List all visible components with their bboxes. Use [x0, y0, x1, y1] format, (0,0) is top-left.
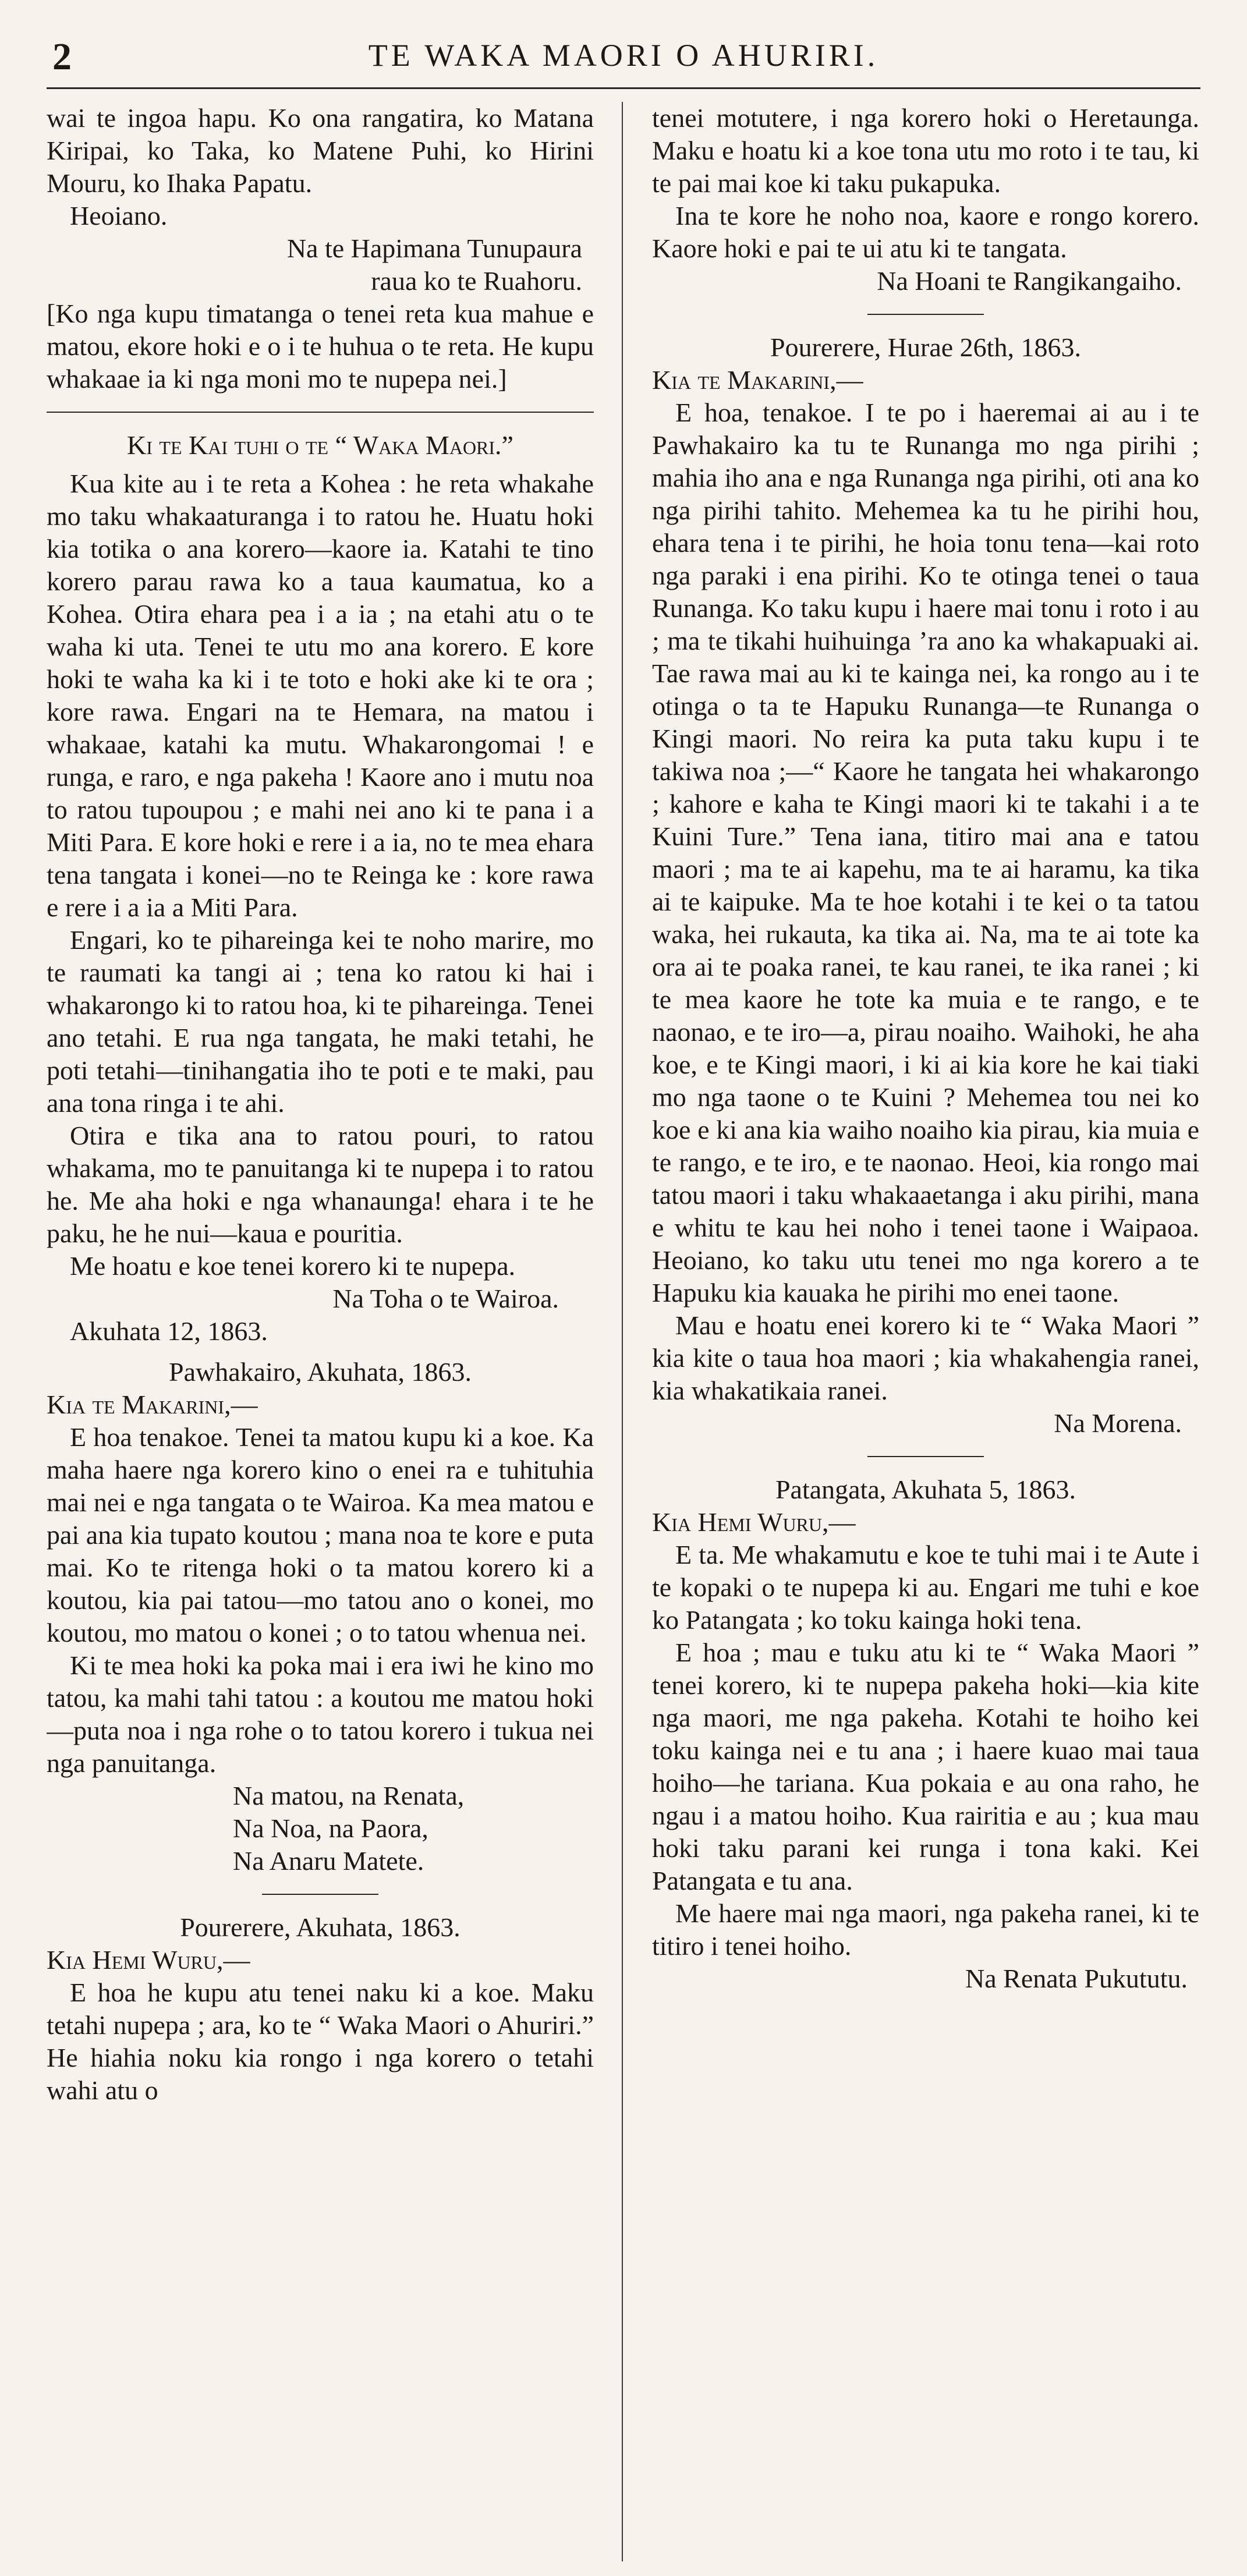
salutation: Kia Hemi Wuru,—	[47, 1945, 250, 1975]
salutation: Kia te Makarini,—	[47, 1390, 258, 1419]
column-divider	[622, 102, 623, 2561]
closing-word: Heoiano.	[70, 201, 168, 231]
paragraph: E hoa he kupu atu tenei naku ki a koe. Maku tetahi nupepa ; ara, ko te “ Waka Maori o Ahuriri.” He hiahia noku kia rongo i nga korero o tetahi wahi atu o	[47, 1978, 594, 2105]
paragraph: E ta. Me whakamutu e koe te tuhi mai i te Aute i te kopaki o te nupepa ki au. Engari me tuhi e koe ko Patangata ; ko toku kainga hoki tena.	[652, 1540, 1199, 1635]
signature: Na te Hapimana Tunupaura	[286, 233, 582, 263]
right-column	[652, 102, 1199, 2561]
paragraph: wai te ingoa hapu. Ko ona rangatira, ko Matana Kiripai, ko Taka, ko Matene Puhi, ko Hirini Mouru, ko Ihaka Papatu.	[47, 103, 594, 198]
page-number: 2	[52, 36, 72, 78]
editor-note: [Ko nga kupu timatanga o tenei reta kua mahue e matou, ekore hoki e o i te huhua o te reta. He kupu whakaae ia ki nga moni mo te nupepa nei.]	[47, 299, 594, 394]
dateline: Patangata, Akuhata 5, 1863.	[775, 1475, 1076, 1504]
paragraph: Mau e hoatu enei korero ki te “ Waka Maori ” kia kite o taua hoa maori ; kia whakahengia ranei, kia whakatikaia ranei.	[652, 1310, 1199, 1405]
paragraph: E hoa, tenakoe. I te po i haeremai ai au i te Pawhakairo ka tu te Runanga mo nga pirihi ; mahia iho ana e nga Runanga nga pirihi, oti ana ko nga pirihi tahito. Mehemea ka tu he pirihi hou, ehara tena i te pirihi, he hoia tonu tena—kai roto nga paraki i ena pirihi. Ko te otinga tenei o taua Runanga. Ko taku kupu i haere mai tonu i roto i au ; ma te tikahi huihuinga ’ra ano ka whakapuaki ai. Tae rawa mai au ki te kainga nei, ka rongo au i te otinga o ta te Hapuku Runanga—te Runanga o Kingi maori. No reira ka puta taku kupu i te takiwa noa ;—“ Kaore he tangata hei whakarongo ; kahore e kaha te Kingi maori ki te takahi i a te Kuini Ture.” Tena iana, titiro mai ana e tatou maori ; ma te ai kapehu, ma te ai haramu, ka tika ai te kaipuke. Ma te hoe kotahi i te kei o ta tatou waka, hei rukauta, ka tika ai. Na, ma te ai tote ka ora ai te poaka ranei, te kau ranei, te ika ranei ; ki te mea kaore he tote ka muia e te rango, e te naonao, e te iro—a, pirau noaiho. Waihoki, he aha koe, e te Kingi maori, i ki ai kia kore he kai tiaki mo nga taone o te Kuini ? Mehemea tou nei ko koe e ki ana kia waiho noaiho kia pirau, kia muia e te rango, e te iro, e te naonao. Heoi, kia rongo mai tatou maori i taku whakaaetanga i aku pirihi, mana e whitu te kau hei noho i tenei taone i Waipaoa. Heoiano, ko taku utu tenei mo nga korero a te Hapuku kia kauaka he pirihi mo enei taone.	[652, 398, 1199, 1308]
masthead-title: TE WAKA MAORI O AHURIRI.	[368, 38, 879, 73]
dateline: Pawhakairo, Akuhata, 1863.	[169, 1357, 472, 1387]
paragraph: E hoa tenakoe. Tenei ta matou kupu ki a koe. Ka maha haere nga korero kino o enei ra e tuhituhia mai nei e nga tangata o te Wairoa. Ka mea matou e pai ana kia tupato koutou ; mana noa te kore e puta mai. Ko te ritenga hoki o ta matou korero ki a koutou, kia pai tatou—mo tatou ano o konei, mo koutou, mo matou o konei ; o to tatou whenua nei.	[47, 1422, 594, 1647]
dateline: Pourerere, Akuhata, 1863.	[180, 1912, 460, 1942]
section-divider	[867, 314, 984, 315]
signature: Na Noa, na Paora,	[233, 1813, 428, 1843]
paragraph: Ki te mea hoki ka poka mai i era iwi he kino mo tatou, ka mahi tahi tatou : a koutou me matou hoki—puta noa i nga rohe o to tatou korero i tukua nei nga panuitanga.	[47, 1650, 594, 1778]
letter-date: Akuhata 12, 1863.	[70, 1316, 268, 1346]
paragraph: Me haere mai nga maori, nga pakeha ranei, ki te titiro i tenei hoiho.	[652, 1898, 1199, 1961]
section-divider	[867, 1456, 984, 1457]
salutation: Kia te Makarini,—	[652, 365, 863, 395]
paragraph: Ina te kore he noho noa, kaore e rongo korero. Kaore hoki e pai te ui atu ki te tangata.	[652, 201, 1199, 263]
signature: raua ko te Ruahoru.	[371, 266, 582, 296]
paragraph: Kua kite au i te reta a Kohea : he reta whakahe mo taku whakaaturanga i to ratou he. Huatu hoki kia totika o ana korero—kaore ia. Katahi te tino korero parau rawa ko a taua kaumatua, ko a Kohea. Otira ehara pea i a ia ; na etahi atu o te waha ki uta. Tenei te utu mo ana korero. E kore hoki te waha ka ki i te toto e hoki ake ki te ora ; kore rawa. Engari na te Hemara, na matou i whakaae, katahi ka mutu. Whakarongomai ! e runga, e raro, e nga pakeha ! Kaore ano i mutu noa to ratou tupoupou ; e mahi nei ano ki te pana i a Miti Para. E kore hoki e rere i a ia, no te mea ehara tena tangata i konei—no te Reinga ke : kore rawa e rere i a ia a Miti Para.	[47, 469, 594, 922]
signature: Na Anaru Matete.	[233, 1846, 424, 1876]
signature: Na Toha o te Wairoa.	[332, 1284, 559, 1313]
paragraph: E hoa ; mau e tuku atu ki te “ Waka Maori ” tenei korero, ki te nupepa pakeha hoki—kia kite nga maori, me nga pakeha. Kotahi te hoiho kei toku kainga nei e tu ana ; i haere kuao mai taua hoiho—he tariana. Kua pokaia e au ona raho, he ngau i a matou hoiho. Kua rairitia e au ; kua mau hoki taku parani kei runga i tona kaki. Kei Patangata e tu ana.	[652, 1638, 1199, 1895]
signature: Na matou, na Renata,	[233, 1781, 465, 1810]
paragraph: tenei motutere, i nga korero hoki o Heretaunga. Maku e hoatu ki a koe tona utu mo roto i te tau, ki te pai mai koe ki taku pukapuka.	[652, 103, 1199, 198]
left-column	[47, 102, 594, 2561]
salutation: Kia Hemi Wuru,—	[652, 1507, 856, 1537]
section-divider	[47, 412, 594, 413]
signature: Na Hoani te Rangikangaiho.	[877, 266, 1182, 296]
paragraph: Engari, ko te pihareinga kei te noho marire, mo te raumati ka tangi ai ; tena ko ratou ki hai i whakarongo ki to ratou hoa, ki te pihareinga. Tenei ano tetahi. E rua nga tangata, he maki tetahi, he poti tetahi—tinihangatia iho te poti e te maki, pau ana tona ringa i te ahi.	[47, 925, 594, 1118]
paragraph: Otira e tika ana to ratou pouri, to ratou whakama, mo te panuitanga ki te nupepa i to ratou he. Me aha hoki e nga whanaunga! ehara i te he paku, he he nui—kaua e pouritia.	[47, 1121, 594, 1248]
page-header	[47, 23, 1200, 89]
signature: Na Renata Pukututu.	[965, 1964, 1188, 1993]
section-divider	[262, 1894, 378, 1895]
signature: Na Morena.	[1054, 1408, 1182, 1438]
letter-heading: Ki te Kai tuhi o te “ Waka Maori.”	[127, 430, 513, 460]
paragraph: Me hoatu e koe tenei korero ki te nupepa.	[70, 1251, 516, 1281]
dateline: Pourerere, Hurae 26th, 1863.	[770, 332, 1081, 362]
